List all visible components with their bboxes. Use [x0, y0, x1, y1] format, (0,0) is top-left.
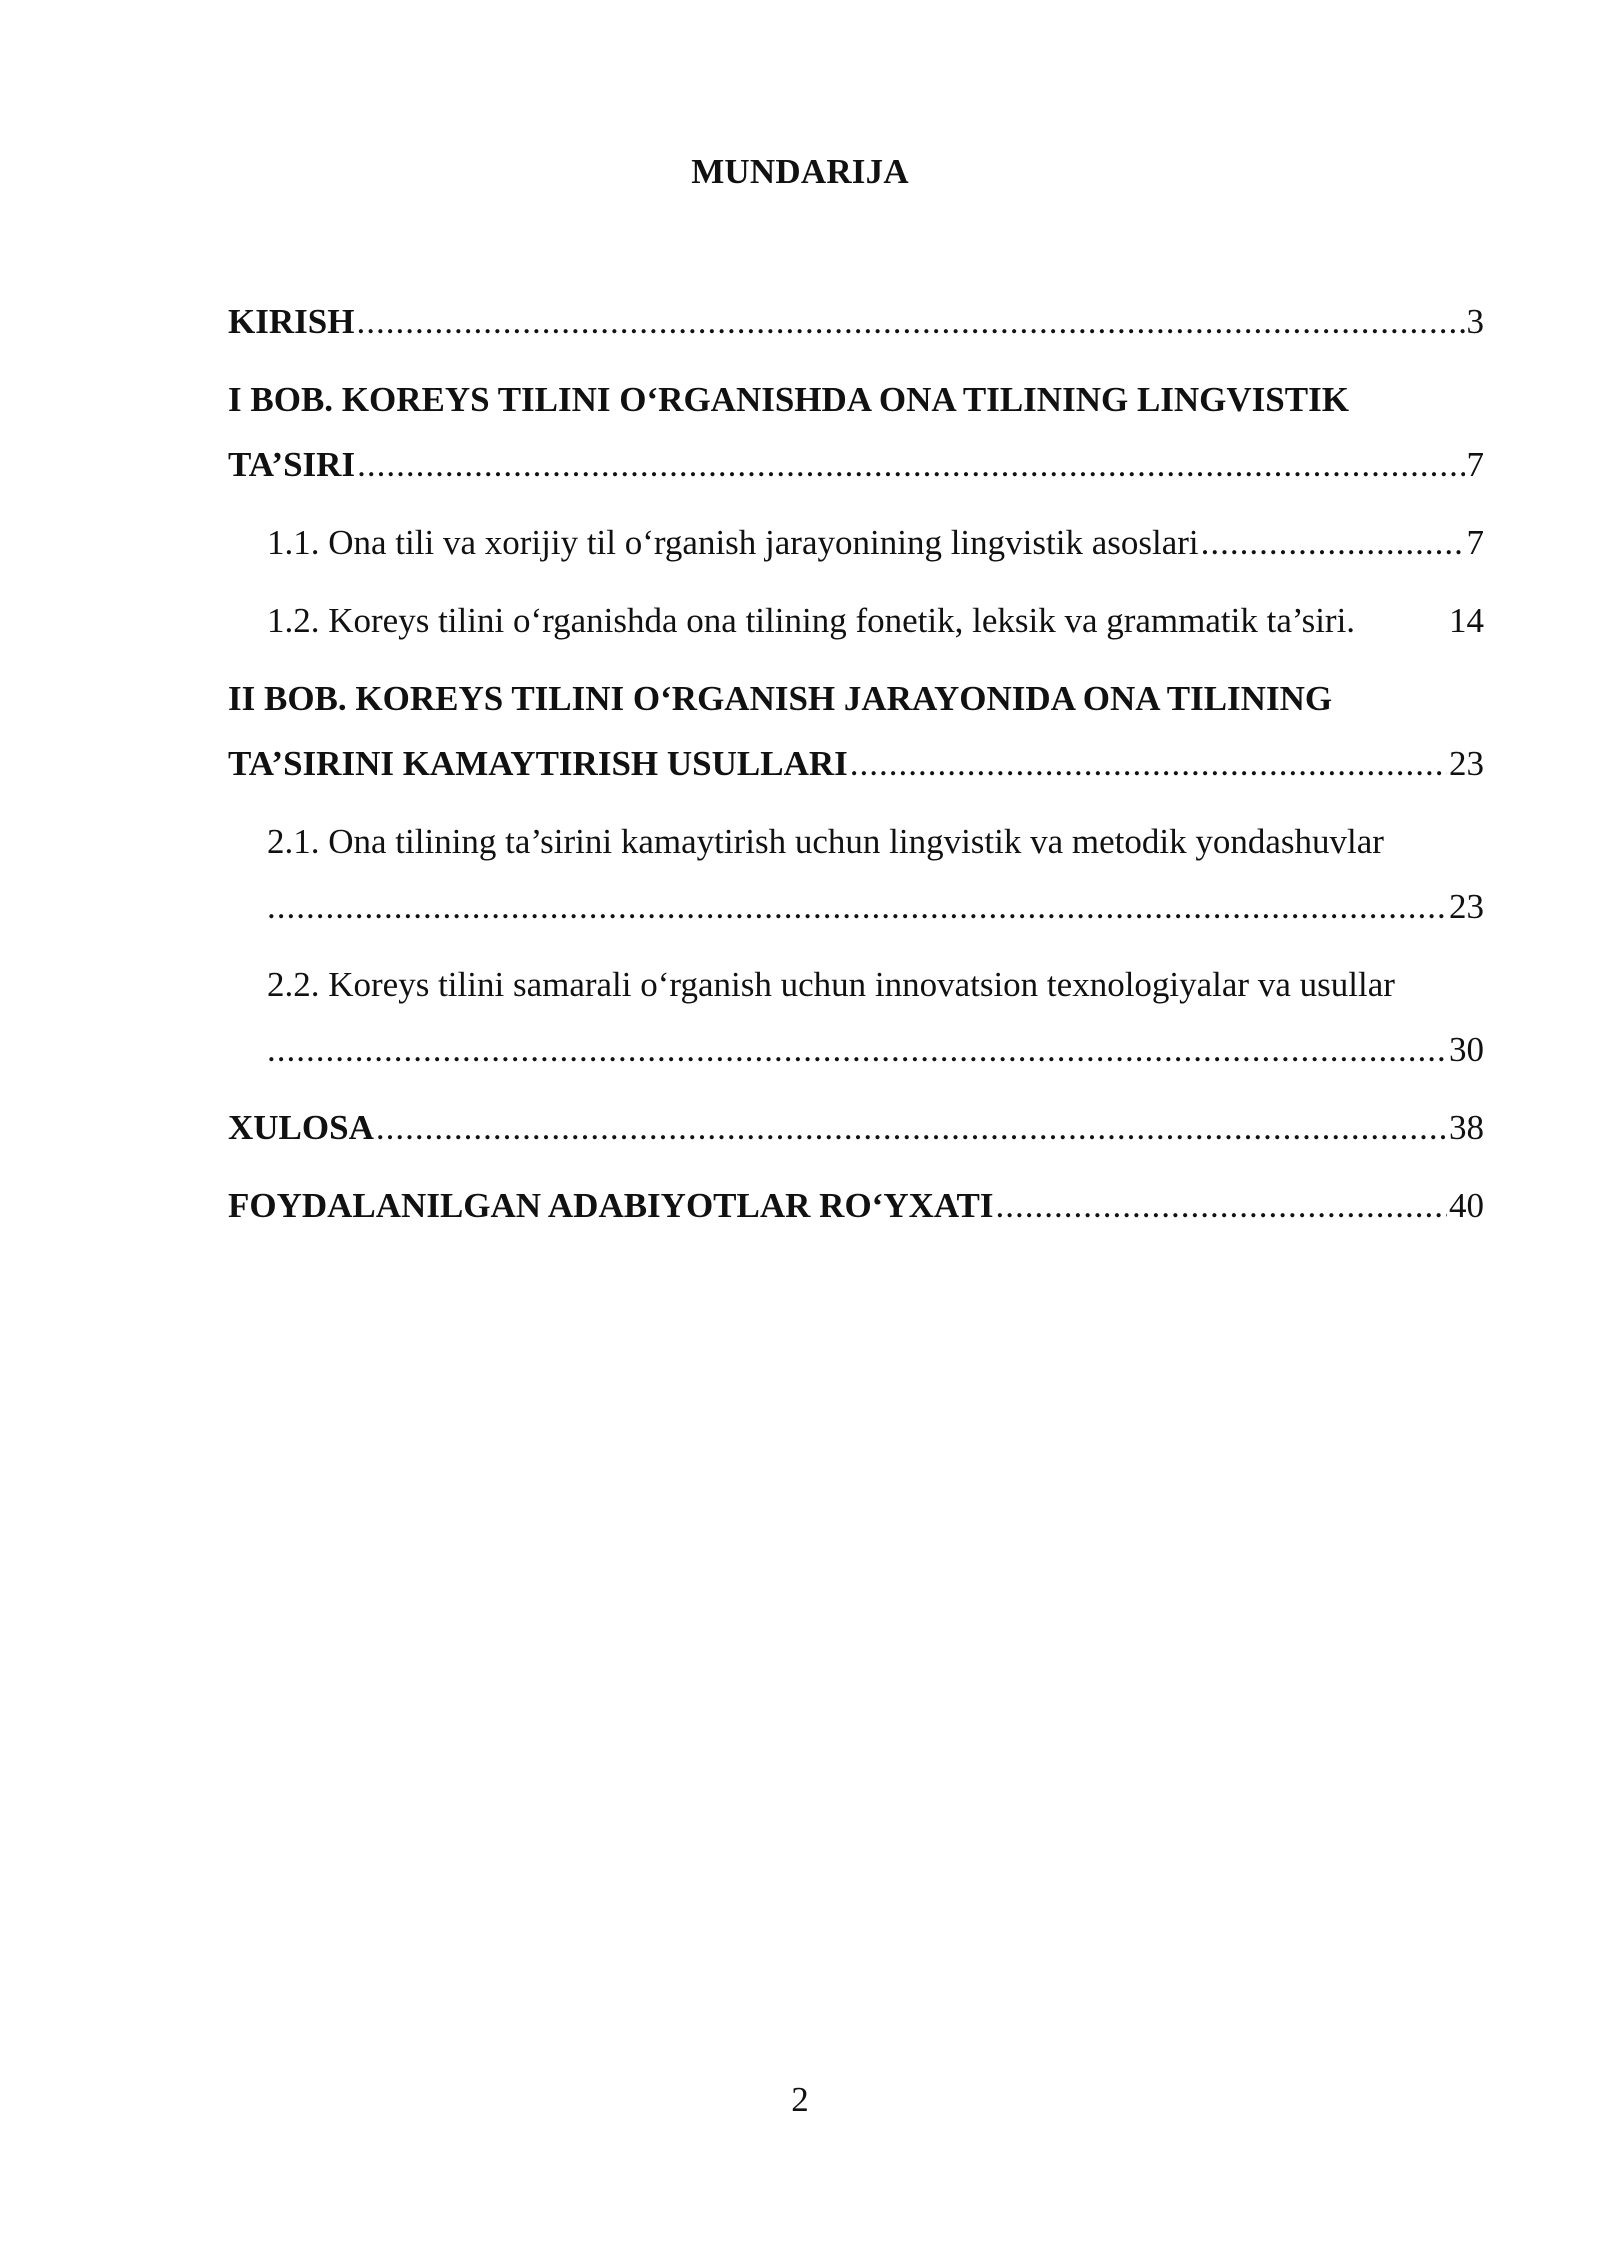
toc-entry-section-2-2-line-2[interactable]	[228, 1028, 1484, 1106]
page-number: 2	[791, 2080, 809, 2119]
toc-entry-title: 1.2. Koreys tilini o‘rganishda ona tilining fonetik, leksik va grammatik ta’siri.	[267, 601, 1356, 640]
page-title: MUNDARIJA	[691, 152, 909, 191]
toc-entry-title: I BOB. KOREYS TILINI O‘RGANISHDA ONA TILINING LINGVISTIK	[228, 380, 1349, 419]
toc-entry-title: TA’SIRI	[228, 445, 356, 484]
toc-entry-chapter-1-line-1[interactable]	[228, 378, 1484, 443]
toc-entry-title: FOYDALANILGAN ADABIYOTLAR RO‘YXATI	[228, 1186, 994, 1225]
table-of-contents	[228, 300, 1484, 1262]
toc-entry-section-1-1[interactable]	[228, 521, 1484, 599]
toc-entry-section-2-1-line-2[interactable]	[228, 885, 1484, 963]
toc-page-number: 7	[1466, 523, 1484, 562]
toc-entry-title: 2.1. Ona tilining ta’sirini kamaytirish uchun lingvistik va metodik yondashuvlar	[267, 822, 1384, 861]
toc-entry-title: XULOSA	[228, 1108, 374, 1147]
toc-page-number: 23	[1449, 744, 1484, 783]
toc-entry-title: KIRISH	[228, 302, 355, 341]
dot-leader	[267, 885, 1447, 929]
toc-entry-section-1-2[interactable]	[228, 599, 1484, 677]
toc-entry-kirish[interactable]	[228, 300, 1484, 378]
dot-leader	[267, 1028, 1447, 1072]
dot-leader	[357, 443, 1464, 487]
toc-entry-xulosa[interactable]	[228, 1106, 1484, 1184]
toc-entry-references[interactable]	[228, 1184, 1484, 1262]
toc-entry-section-2-2-line-1[interactable]	[228, 963, 1484, 1028]
dot-leader	[376, 1106, 1447, 1150]
toc-entry-title: 2.2. Koreys tilini samarali o‘rganish uchun innovatsion texnologiyalar va usullar	[267, 965, 1395, 1004]
toc-entry-chapter-1-line-2[interactable]	[228, 443, 1484, 521]
dot-leader	[1201, 521, 1465, 565]
toc-page-number: 3	[1466, 302, 1484, 341]
toc-entry-title: TA’SIRINI KAMAYTIRISH USULLARI	[228, 744, 848, 783]
toc-page-number: 40	[1449, 1186, 1484, 1225]
toc-page-number: 23	[1449, 887, 1484, 926]
toc-entry-chapter-2-line-2[interactable]	[228, 742, 1484, 820]
toc-entry-title: II BOB. KOREYS TILINI O‘RGANISH JARAYONIDA ONA TILINING	[228, 679, 1333, 718]
toc-entry-title: 1.1. Ona tili va xorijiy til o‘rganish jarayonining lingvistik asoslari	[267, 523, 1199, 562]
toc-entry-chapter-2-line-1[interactable]	[228, 677, 1484, 742]
toc-page-number: 14	[1449, 601, 1484, 640]
toc-entry-section-2-1-line-1[interactable]	[228, 820, 1484, 885]
dot-leader	[996, 1184, 1447, 1228]
toc-page-number: 38	[1449, 1108, 1484, 1147]
toc-page-number: 30	[1449, 1030, 1484, 1069]
dot-leader	[356, 300, 1464, 344]
toc-page-number: 7	[1466, 445, 1484, 484]
dot-leader	[850, 742, 1447, 786]
